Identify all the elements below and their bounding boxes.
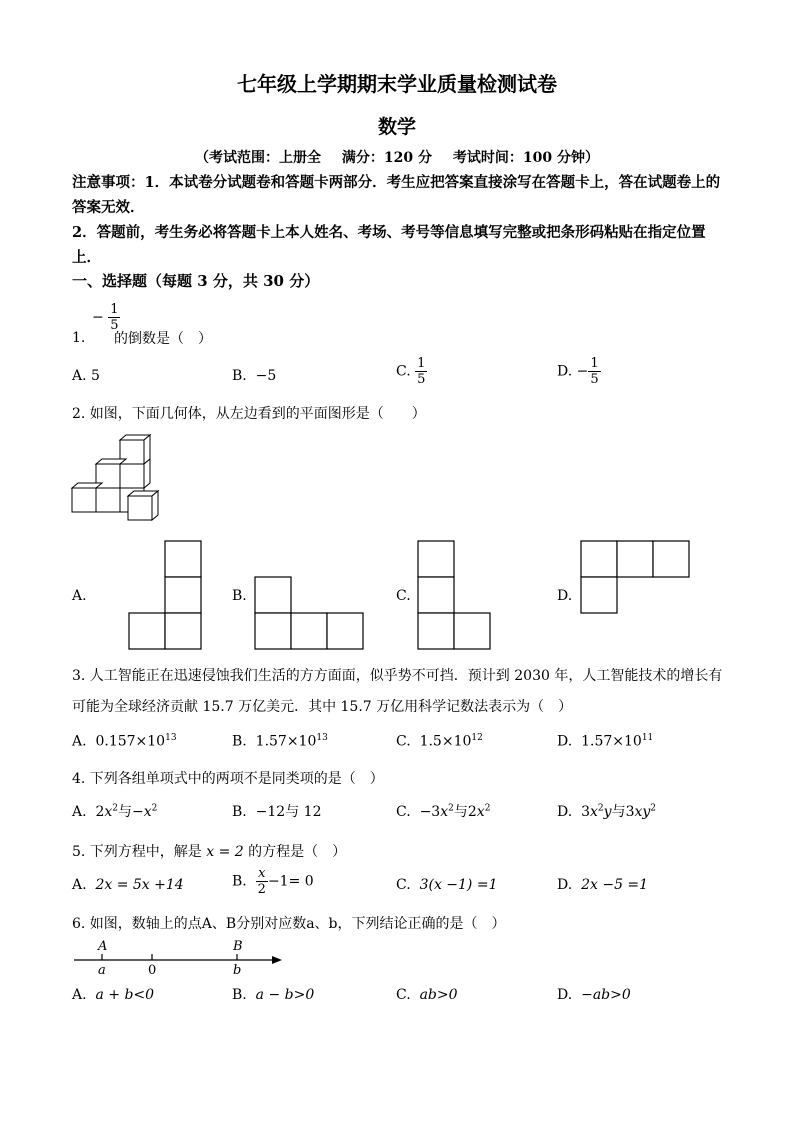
q1-number: 1.: [72, 330, 86, 346]
q6-option-b[interactable]: B. a − b>0: [232, 987, 315, 1003]
subject-title: 数学: [377, 116, 416, 138]
question-3-line-2: 可能为全球经济贡献 15.7 万亿美元．其中 15.7 万亿用科学记数法表示为（ ）: [72, 699, 573, 715]
number-line-arrow-icon: [272, 956, 282, 964]
question-4: 4. 下列各组单项式中的两项不是同类项的是（ ）: [72, 771, 384, 787]
q6-option-d[interactable]: D. −ab>0: [557, 987, 631, 1003]
q2-option-a-label[interactable]: A.: [72, 588, 87, 604]
q2-option-d-label[interactable]: D.: [557, 588, 573, 604]
q2-option-c-label[interactable]: C.: [396, 588, 411, 604]
number-line: [72, 940, 287, 980]
q6-option-c[interactable]: C. ab>0: [396, 987, 458, 1003]
exam-time: 考试时间：100 分钟）: [452, 150, 599, 166]
q5-option-a[interactable]: A. 2x = 5x +14: [72, 877, 184, 893]
q1-option-b[interactable]: B. −5: [232, 368, 277, 384]
q5-option-b[interactable]: B. $\frac{x}{2}$ −1= 0: [232, 866, 314, 897]
exam-scope: （考试范围：上册全: [195, 150, 322, 166]
notice-item-1: [72, 170, 732, 220]
point-A-label: A: [98, 939, 108, 954]
q4-option-d[interactable]: D. $3x^2y$与$3xy^2$: [557, 803, 657, 820]
q5-option-c[interactable]: C. 3(x −1) =1: [396, 877, 498, 893]
q2-option-c-figure[interactable]: [417, 540, 492, 650]
point-a-value: a: [98, 963, 106, 978]
q1-option-c[interactable]: C. $\frac{1}{5}$: [396, 356, 426, 387]
question-2: 2. 如图，下面几何体，从左边看到的平面图形是（ ）: [72, 406, 426, 422]
q3-option-a[interactable]: A. $0.157\times 10^{13}$: [72, 733, 177, 750]
question-6: 6. 如图，数轴上的点A、B分别对应数a、b，下列结论正确的是（ ）: [72, 916, 506, 932]
q1-frac-den: 5: [110, 318, 119, 333]
q2-option-b-label[interactable]: B.: [232, 588, 247, 604]
q1-text: 的倒数是（ ）: [114, 331, 212, 347]
q4-option-b[interactable]: B. −12与 12: [232, 804, 322, 820]
q2-option-b-figure[interactable]: [254, 576, 366, 651]
q1-option-d[interactable]: D. − $\frac{1}{5}$: [557, 356, 599, 387]
q3-option-d[interactable]: D. $1.57\times 10^{11}$: [557, 733, 654, 750]
q2-option-d-figure[interactable]: [580, 540, 692, 615]
q4-option-c[interactable]: C. $-3x^2$与$2x^2$: [396, 803, 491, 820]
point-b-value: b: [233, 963, 242, 978]
exam-info: [0, 147, 794, 167]
section-heading: 一、选择题（每题 3 分，共 30 分）: [72, 272, 320, 290]
question-5: 5. 下列方程中，解是 x = 2 的方程是（ ）: [72, 844, 347, 860]
q2-solid-figure: [70, 435, 160, 525]
notice-label: 注意事项：: [72, 174, 145, 191]
q1-frac-num: 1: [110, 302, 119, 317]
q1-option-a[interactable]: A. 5: [72, 368, 100, 384]
page-title: 七年级上学期期末学业质量检测试卷: [237, 72, 557, 96]
notice-text-1: 1．本试卷分试题卷和答题卡两部分．考生应把答案直接涂写在答题卡上，答在试题卷上的答案无效．: [72, 174, 721, 216]
notice-item-2: 2．答题前，考生务必将答题卡上本人姓名、考场、考号等信息填写完整或把条形码粘贴在指定位置上．: [72, 224, 706, 266]
q3-option-c[interactable]: C. $1.5\times 10^{12}$: [396, 733, 483, 750]
q4-option-a[interactable]: A. $2x^2$与$-x^2$: [72, 803, 158, 820]
q6-option-a[interactable]: A. a + b<0: [72, 987, 155, 1003]
question-3-line-1: 3. 人工智能正在迅速侵蚀我们生活的方方面面，似乎势不可挡．预计到 2030 年，人工智能技术的增长有: [72, 668, 723, 684]
q5-option-d[interactable]: D. 2x −5 =1: [557, 877, 649, 893]
exam-score: 满分：120 分: [341, 150, 432, 166]
q2-option-a-figure[interactable]: [128, 540, 203, 650]
origin-label: 0: [148, 963, 157, 978]
q1-neg: −: [92, 309, 104, 326]
q3-option-b[interactable]: B. $1.57\times 10^{13}$: [232, 733, 328, 750]
point-B-label: B: [233, 939, 243, 954]
